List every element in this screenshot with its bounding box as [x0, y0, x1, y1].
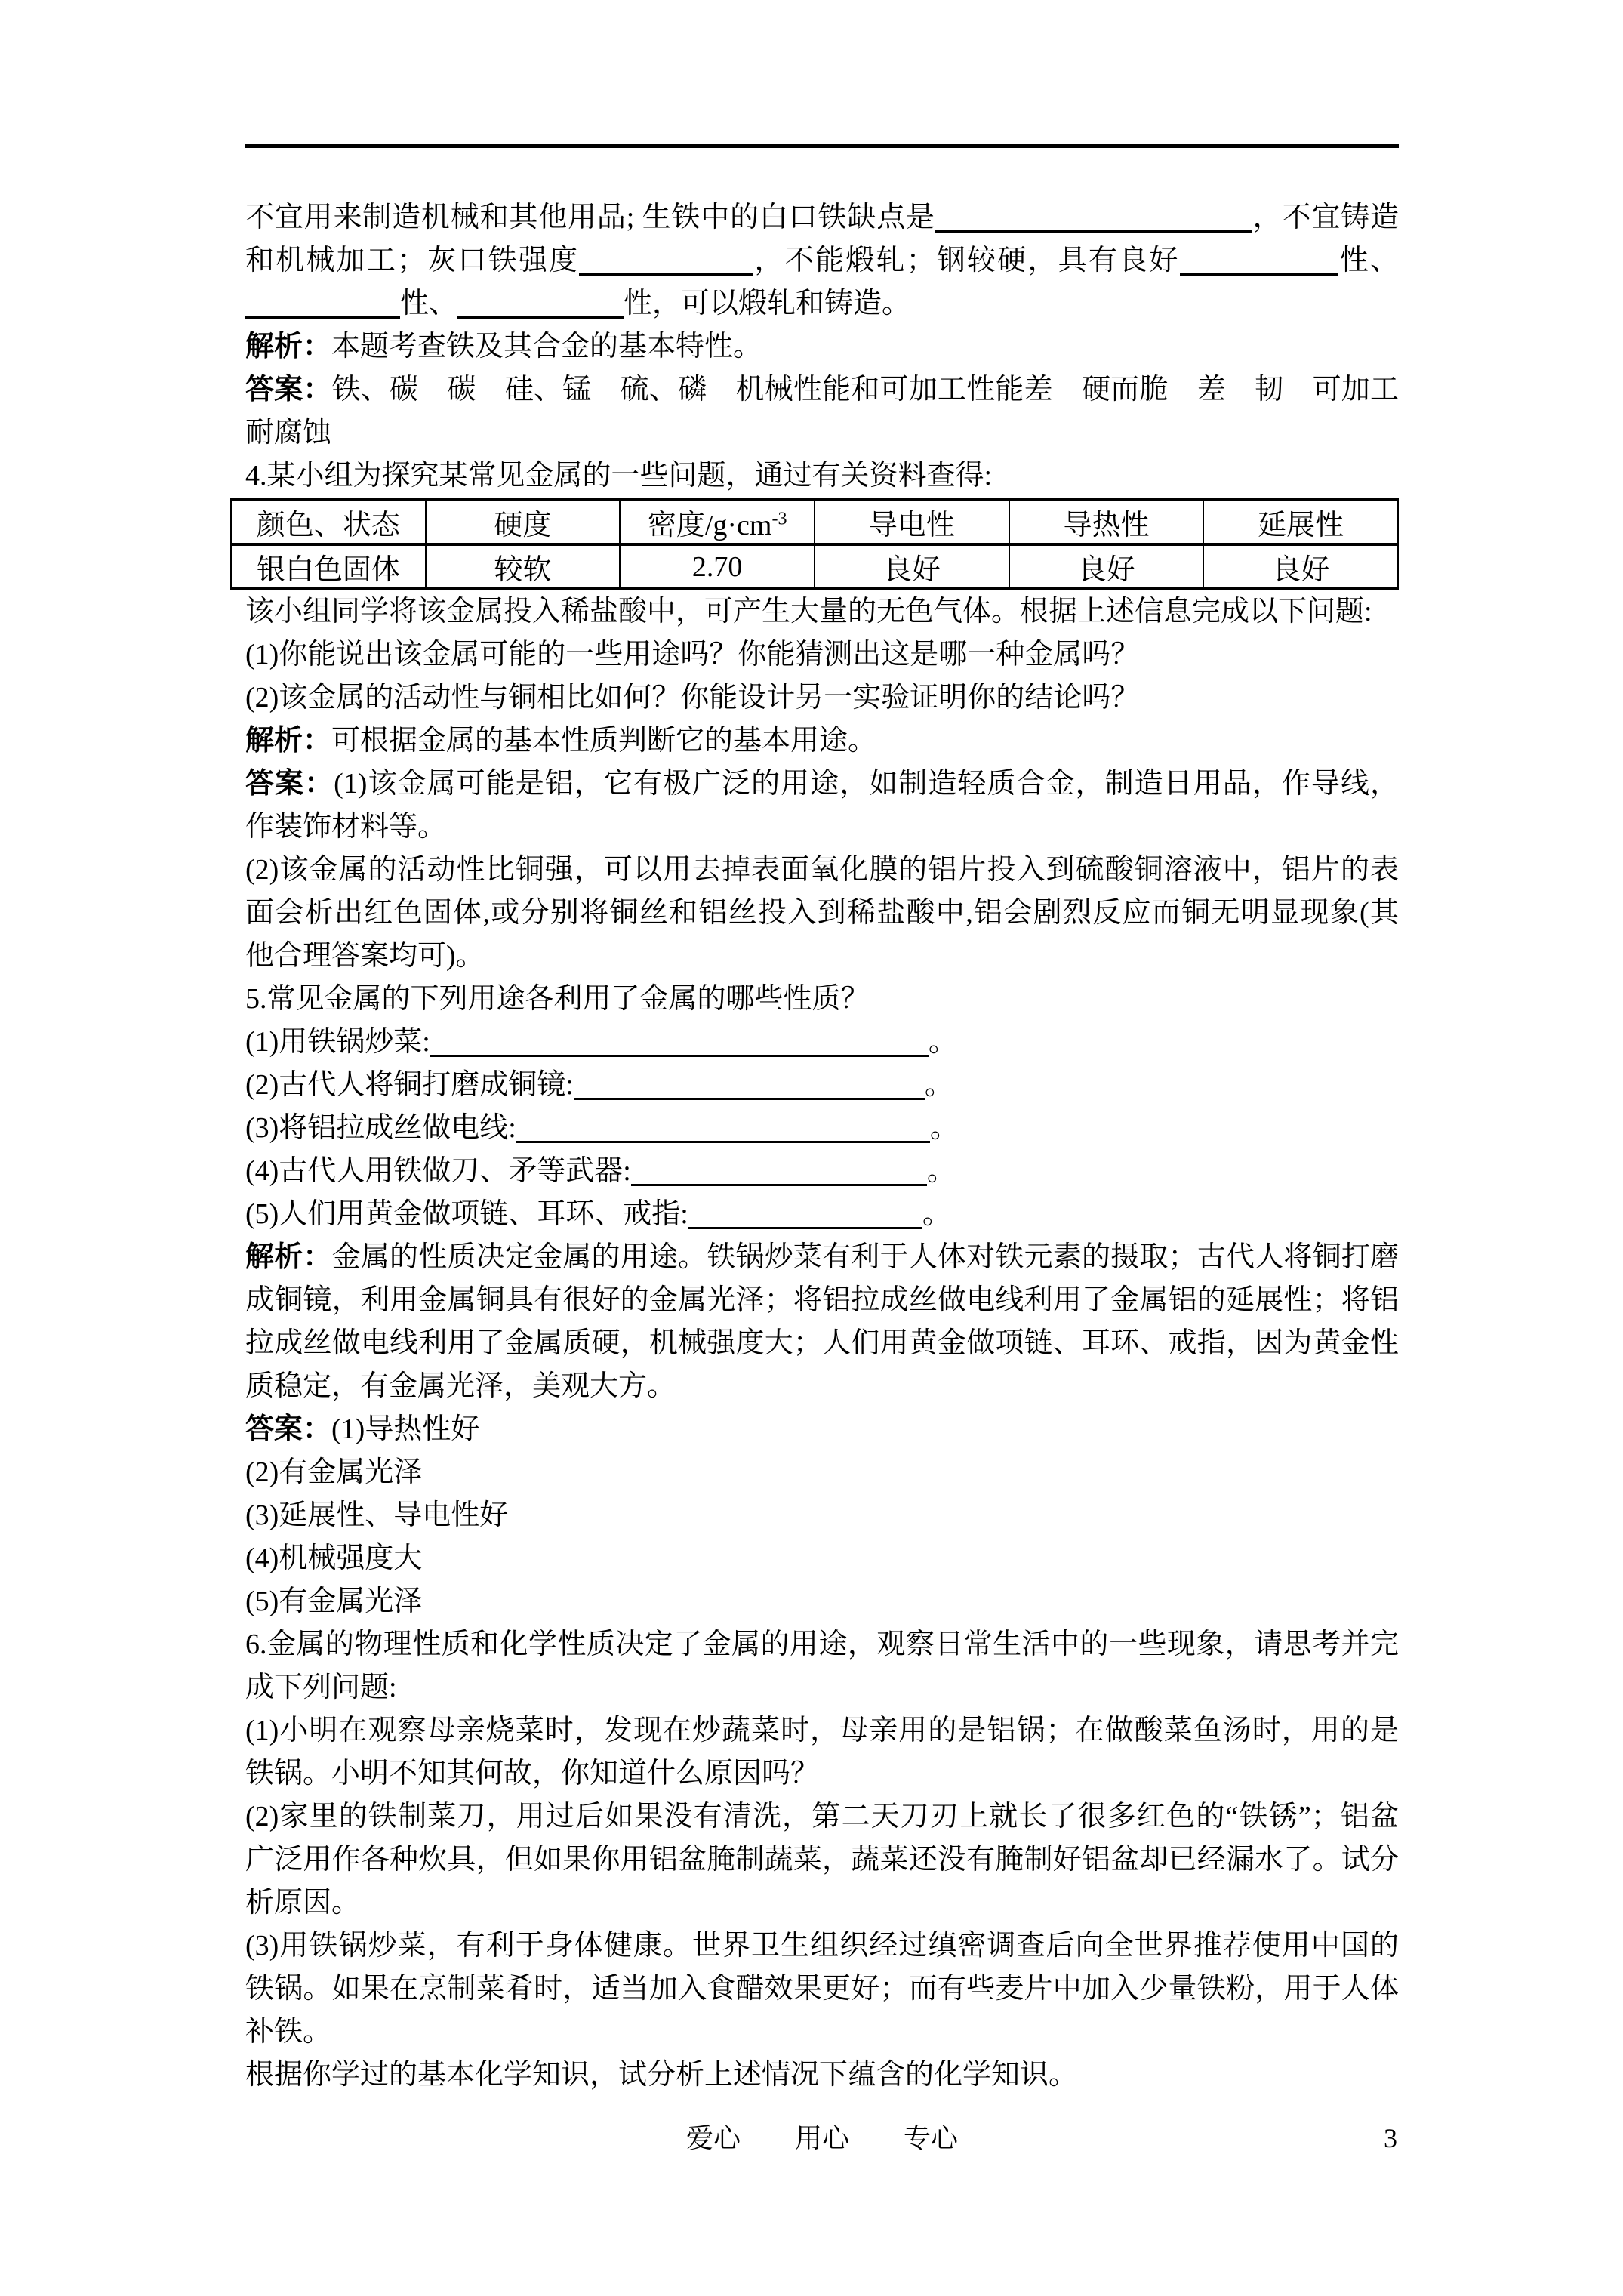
fill-blank	[631, 1178, 927, 1186]
text-line	[245, 1881, 1399, 1925]
text-run: (2)家里的铁制菜刀，用过后如果没有清洗，第二天刀刃上就长了很多红色的“铁锈”；铝盆	[245, 1801, 1399, 1832]
text-run: (2)该金属的活动性与铜相比如何？你能设计另一实验证明你的结论吗？	[245, 682, 1140, 713]
text-line	[245, 1537, 1399, 1580]
text-run: 铁锅。小明不知其何故，你知道什么原因吗？	[245, 1758, 820, 1789]
text-line	[245, 1795, 1399, 1838]
answer-label: 解析：	[245, 331, 332, 362]
text-run: 6.金属的物理性质和化学性质决定了金属的用途，观察日常生活中的一些现象，请思考并完	[245, 1629, 1399, 1660]
text-line	[245, 892, 1399, 935]
text-run: (2)有金属光泽	[245, 1456, 423, 1488]
text-run: ，不宜铸造	[1252, 202, 1399, 233]
text-line	[245, 196, 1399, 239]
text-run: 4.某小组为探究某常见金属的一些问题，通过有关资料查得:	[245, 460, 993, 492]
table-header-cell: 颜色、状态	[231, 500, 426, 545]
text-run: 。	[928, 1026, 957, 1058]
text-line	[245, 633, 1399, 676]
table-cell: 银白色固体	[231, 544, 426, 589]
text-run: (1)导热性好	[331, 1413, 480, 1445]
text-run: 。	[929, 1112, 959, 1144]
content	[245, 196, 1399, 2097]
table-header-cell: 延展性	[1203, 500, 1398, 545]
text-run: 耐腐蚀	[245, 417, 332, 448]
text-run: 。	[924, 1069, 953, 1101]
text-line	[245, 1322, 1399, 1365]
text-run: 性、	[400, 288, 458, 319]
text-run: (1)用铁锅炒菜:	[245, 1026, 430, 1058]
text-run: (3)用铁锅炒菜，有利于身体健康。世界卫生组织经过缜密调查后向全世界推荐使用中国的	[245, 1930, 1399, 1962]
text-run: (1)该金属可能是铝，它有极广泛的用途，如制造轻质合金，制造日用品，作导线，	[334, 768, 1399, 800]
text-run: 性，可以煅轧和铸造。	[624, 288, 911, 319]
fill-blank	[1180, 267, 1338, 276]
fill-blank	[245, 310, 400, 319]
text-run: 。	[922, 1198, 951, 1230]
text-run: (5)人们用黄金做项链、耳环、戒指:	[245, 1198, 688, 1230]
answer-label: 答案：	[245, 374, 332, 405]
text-line	[245, 1150, 1399, 1193]
text-line	[245, 1752, 1399, 1795]
text-run: 作装饰材料等。	[245, 811, 447, 843]
text-run: 广泛用作各种炊具，但如果你用铝盆腌制蔬菜，蔬菜还没有腌制好铝盆却已经漏水了。试分	[245, 1844, 1399, 1875]
text-line	[245, 1365, 1399, 1408]
text-run: 成铜镜，利用金属铜具有很好的金属光泽；将铝拉成丝做电线利用了金属铝的延展性；将铝	[245, 1284, 1399, 1316]
text-line	[245, 1494, 1399, 1537]
text-line	[245, 1107, 1399, 1150]
fill-blank	[935, 224, 1252, 233]
text-run: (1)你能说出该金属可能的一些用途吗？你能猜测出这是哪一种金属吗？	[245, 639, 1140, 670]
text-run: 根据你学过的基本化学知识，试分析上述情况下蕴含的化学知识。	[245, 2059, 1078, 2091]
text-line	[245, 1236, 1399, 1279]
text-run: 质稳定，有金属光泽，美观大方。	[245, 1370, 676, 1402]
text-line	[245, 978, 1399, 1021]
text-run: 金属的性质决定金属的用途。铁锅炒菜有利于人体对铁元素的摄取；古代人将铜打磨	[331, 1241, 1399, 1273]
text-line	[245, 1623, 1399, 1666]
text-line	[245, 1925, 1399, 1968]
table-cell: 良好	[815, 544, 1009, 589]
table-cell: 良好	[1203, 544, 1398, 589]
table-header-row	[231, 500, 1398, 545]
table-cell: 良好	[1009, 544, 1204, 589]
text-run: (1)小明在观察母亲烧菜时，发现在炒蔬菜时，母亲用的是铝锅；在做酸菜鱼汤时，用的是	[245, 1715, 1399, 1746]
table-header-cell: 导热性	[1009, 500, 1204, 545]
page-footer	[245, 2117, 1399, 2160]
text-run: 本题考查铁及其合金的基本特性。	[331, 331, 762, 362]
text-line	[245, 1408, 1399, 1451]
text-line	[245, 676, 1399, 720]
footer-motto: 爱心 用心 专心	[685, 2123, 958, 2153]
answer-label: 解析：	[245, 1241, 332, 1273]
text-line	[245, 935, 1399, 978]
table-header-cell: 密度$/g\cdot cm^{-3}$	[620, 500, 815, 545]
fill-blank	[516, 1135, 930, 1143]
text-run: 5.常见金属的下列用途各利用了金属的哪些性质？	[245, 983, 870, 1015]
text-run: ，不能煅轧；钢较硬，具有良好	[753, 245, 1180, 276]
text-run: 性、	[1338, 245, 1399, 276]
text-line	[245, 1838, 1399, 1881]
fill-blank	[688, 1221, 922, 1229]
header-rule	[245, 144, 1399, 148]
text-run: (2)该金属的活动性比铜强，可以用去掉表面氧化膜的铝片投入到硫酸铜溶液中，铝片的表	[245, 854, 1399, 886]
text-line	[245, 239, 1399, 282]
text-run: 不宜用来制造机械和其他用品; 生铁中的白口铁缺点是	[245, 202, 935, 233]
text-line	[245, 1279, 1399, 1322]
text-run: 析原因。	[245, 1887, 361, 1918]
text-line	[245, 1064, 1399, 1107]
table-header-cell: 硬度	[426, 500, 621, 545]
properties-table	[230, 498, 1399, 590]
text-run: 铁锅。如果在烹制菜肴时，适当加入食醋效果更好；而有些麦片中加入少量铁粉，用于人体	[245, 1973, 1399, 2005]
page-number: 3	[1384, 2123, 1397, 2153]
fill-blank	[430, 1049, 929, 1057]
text-run: 。	[926, 1155, 956, 1187]
text-line	[245, 2011, 1399, 2054]
text-line	[245, 720, 1399, 763]
text-run: 他合理答案均可)。	[245, 940, 485, 972]
table-header-cell: 导电性	[815, 500, 1009, 545]
text-run: 成下列问题:	[245, 1672, 397, 1703]
text-line	[245, 763, 1399, 806]
text-line	[245, 411, 1399, 455]
table-row	[231, 544, 1398, 589]
text-line	[245, 282, 1399, 325]
fill-blank	[457, 310, 624, 319]
table-cell: 较软	[426, 544, 621, 589]
text-line	[245, 325, 1399, 368]
text-line	[245, 1580, 1399, 1623]
text-run: (4)机械强度大	[245, 1542, 423, 1574]
fill-blank	[574, 1092, 925, 1100]
text-run: 铁、碳 碳 硅、锰 硫、磷 机械性能和可加工性能差 硬而脆 差 韧 可加工	[331, 374, 1399, 405]
text-line	[245, 368, 1399, 411]
text-line	[245, 2054, 1399, 2097]
text-line	[245, 849, 1399, 892]
text-line	[245, 1968, 1399, 2011]
text-run: (4)古代人用铁做刀、矛等武器:	[245, 1155, 631, 1187]
text-run: (3)将铝拉成丝做电线:	[245, 1112, 516, 1144]
text-run: 该小组同学将该金属投入稀盐酸中，可产生大量的无色气体。根据上述信息完成以下问题:	[245, 596, 1372, 627]
text-run: (5)有金属光泽	[245, 1586, 423, 1617]
answer-label: 答案：	[245, 1413, 332, 1445]
text-line	[245, 806, 1399, 849]
text-run: 和机械加工；灰口铁强度	[245, 245, 580, 276]
text-line	[245, 1451, 1399, 1494]
answer-label: 解析：	[245, 725, 332, 757]
table-cell: 2.70	[620, 544, 815, 589]
text-line	[245, 455, 1399, 498]
text-run: (3)延展性、导电性好	[245, 1499, 509, 1531]
text-run: 补铁。	[245, 2016, 332, 2048]
text-run: 拉成丝做电线利用了金属质硬，机械强度大；人们用黄金做项链、耳环、戒指，因为黄金性	[245, 1327, 1399, 1359]
text-run: 面会析出红色固体,或分别将铜丝和铝丝投入到稀盐酸中,铝会剧烈反应而铜无明显现象(其	[245, 897, 1399, 929]
text-line	[245, 590, 1399, 633]
fill-blank	[579, 267, 753, 276]
answer-label: 答案：	[245, 768, 334, 800]
text-line	[245, 1666, 1399, 1709]
text-line	[245, 1709, 1399, 1752]
text-line	[245, 1021, 1399, 1064]
text-run: (2)古代人将铜打磨成铜镜:	[245, 1069, 574, 1101]
superscript: -3	[771, 509, 787, 529]
text-line	[245, 1193, 1399, 1236]
text-run: 可根据金属的基本性质判断它的基本用途。	[331, 725, 877, 757]
